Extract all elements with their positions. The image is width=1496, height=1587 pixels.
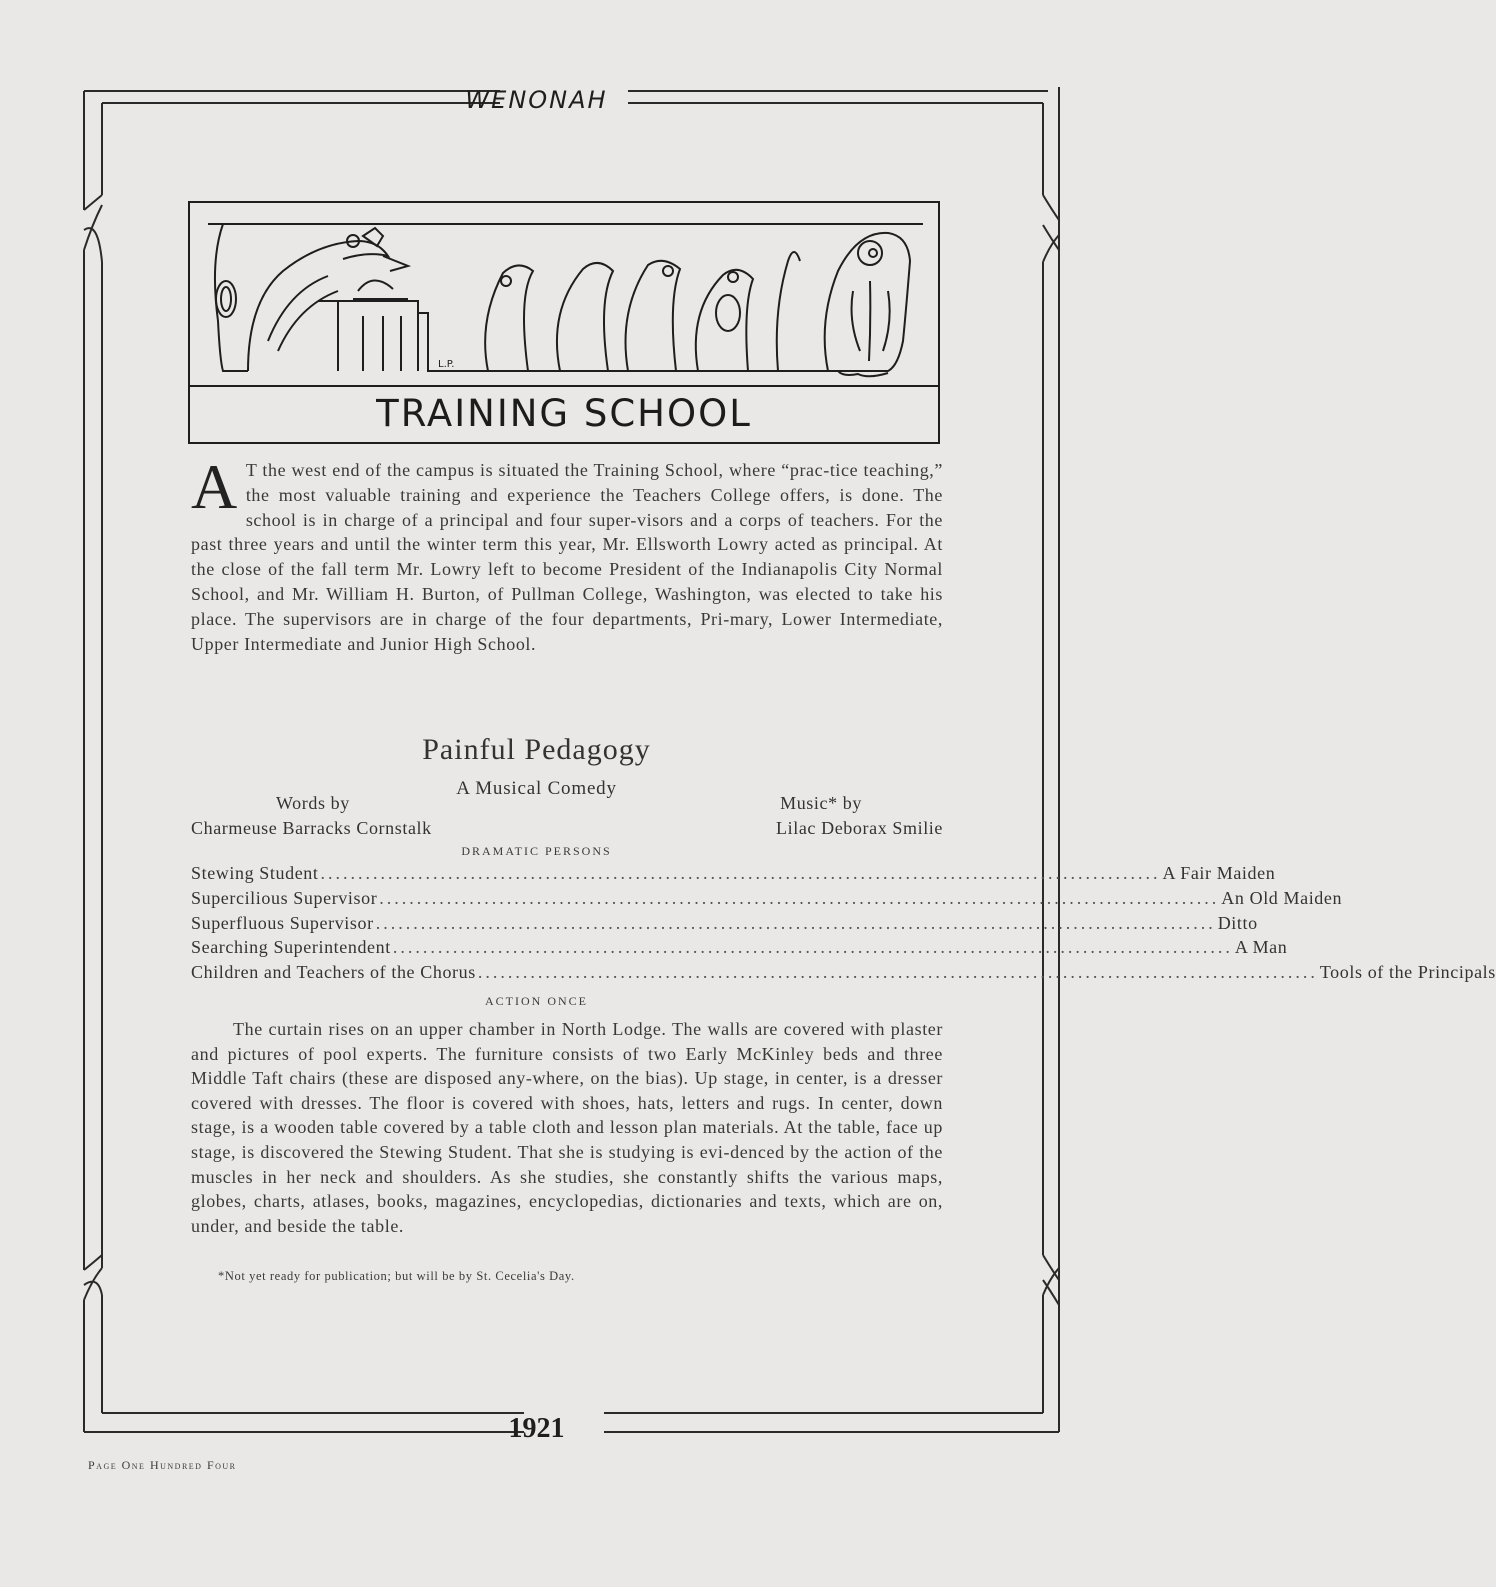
cast-name: Supercilious Supervisor	[191, 887, 378, 908]
footnote: *Not yet ready for publication; but will be by St. Cecelia's Day.	[218, 1269, 575, 1283]
music-label: Music* by	[780, 793, 862, 813]
words-author: Charmeuse Barracks Cornstalk	[191, 818, 432, 838]
cast-name: Children and Teachers of the Chorus	[191, 962, 476, 983]
intro-text: T the west end of the campus is situated the Training School, where “prac-tice teaching,” the most valuable training and experience the Teachers College offers, is done. The school is in charge of a principal and four super-visors and a corps of teachers. For the past three years and until the winter term this year, Mr. Ellsworth Lowry acted as principal. At the close of the fall term Mr. Lowry left to become President of the Indianapolis City Normal School, and Mr. William H. Burton, of Pullman College, Washington, was elected to take his place. The supervisors are in charge of the four departments, Pri-mary, Lower Intermediate, Upper Intermediate and Junior High School.	[191, 460, 943, 654]
play-subtitle: A Musical Comedy	[456, 778, 617, 799]
music-author: Lilac Deborax Smilie	[776, 818, 943, 838]
leader-dots: ................................................................................................................	[392, 937, 1233, 958]
header-title: WENONAH	[465, 86, 608, 114]
cast-name: Superfluous Supervisor	[191, 912, 374, 933]
leader-dots: ................................................................................................................	[320, 863, 1161, 883]
persons-heading: DRAMATIC PERSONS	[461, 844, 612, 858]
cast-row	[191, 887, 1343, 913]
cast-role: A Fair Maiden	[1162, 863, 1276, 883]
cast-list	[191, 863, 1496, 987]
cast-role: Tools of the Principals	[1319, 962, 1496, 983]
footer-year: 1921	[508, 1413, 565, 1444]
leader-dots: ................................................................................................................	[375, 912, 1216, 933]
cast-row	[191, 912, 1258, 938]
cast-name: Searching Superintendent	[191, 937, 391, 958]
cast-row	[191, 863, 1276, 888]
cast-role: Ditto	[1217, 912, 1258, 933]
artist-initials: L.P.	[438, 359, 455, 370]
words-label: Words by	[276, 793, 350, 813]
intro-paragraph	[191, 451, 943, 656]
action-paragraph: The curtain rises on an upper chamber in North Lodge. The walls are covered with plaster and pictures of pool experts. The furniture consists of two Early McKinley beds and three Middle Taft chairs (these are disposed any-where, on the bias). Up stage, in center, is a dresser covered with dresses. The floor is covered with shoes, hats, letters and rugs. In center, down stage, is a wooden table covered by a table cloth and lesson plan materials. At the table, face up stage, is discovered the Stewing Student. That she is studying is evi-denced by the action of the muscles in her neck and shoulders. As she studies, she constantly shifts the various maps, globes, charts, atlases, books, magazines, encyclopedias, dictionaries and texts, which are on, under, and beside the table.	[191, 1019, 943, 1236]
cast-name: Stewing Student	[191, 863, 319, 883]
play-title: Painful Pedagogy	[422, 733, 651, 766]
page-label: Page One Hundred Four	[88, 1458, 237, 1472]
cast-role: A Man	[1234, 937, 1288, 958]
cast-role: An Old Maiden	[1221, 887, 1343, 908]
cast-row	[191, 937, 1288, 962]
leader-dots: ................................................................................................................	[379, 887, 1220, 908]
banner-title: TRAINING SCHOOL	[376, 392, 752, 435]
cast-row	[191, 962, 1496, 987]
action-heading: ACTION ONCE	[485, 994, 588, 1008]
drop-cap: A	[191, 451, 238, 522]
leader-dots: ................................................................................................................	[477, 962, 1318, 983]
